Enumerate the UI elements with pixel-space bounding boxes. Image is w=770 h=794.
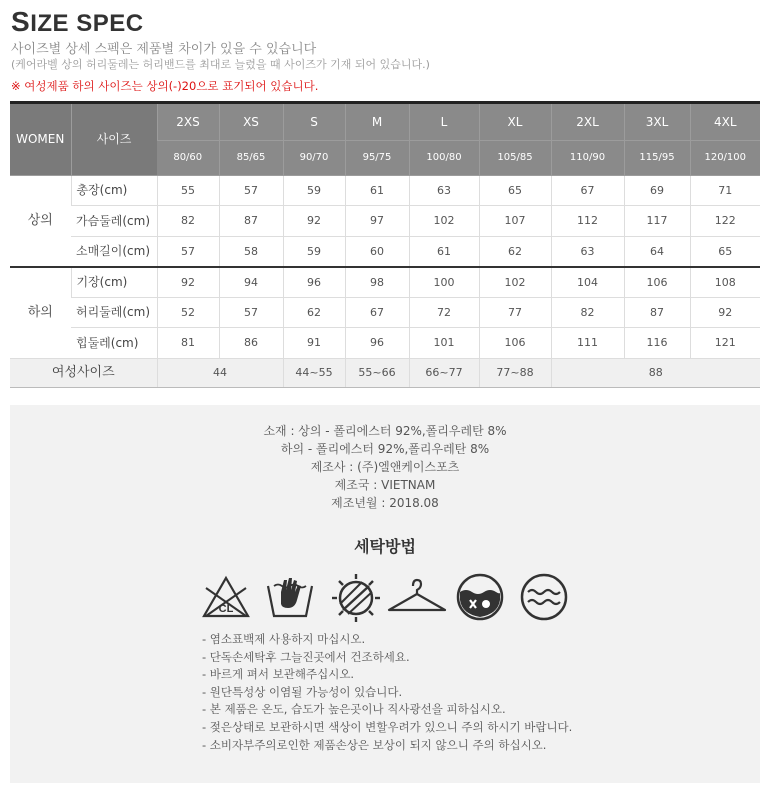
subtitle: 사이즈별 상세 스펙은 제품별 차이가 있을 수 있습니다 [11, 42, 317, 57]
value-cell: 71 [690, 175, 760, 206]
size-cell: 2XS [157, 104, 219, 140]
value-cell: 94 [219, 267, 283, 298]
value-cell: 59 [283, 175, 345, 206]
no-tumble-dry-icon [330, 572, 382, 622]
women-size-row [10, 358, 760, 387]
value-cell: 96 [345, 328, 409, 359]
list-item: - 젖은상태로 보관하시면 색상이 변할우려가 있으니 주의 하시기 바랍니다. [202, 719, 573, 734]
women-size-cell: 55~66 [345, 358, 409, 387]
value-cell: 92 [283, 206, 345, 237]
value-cell: 87 [624, 297, 690, 328]
numeric-size-cell: 110/90 [551, 140, 624, 175]
wet-clean-icon [454, 572, 506, 622]
value-cell: 121 [690, 328, 760, 359]
value-cell: 65 [479, 175, 551, 206]
no-bleach-icon [200, 572, 252, 622]
value-cell: 55 [157, 175, 219, 206]
wash-method-title: 세탁방법 [354, 537, 416, 556]
numeric-size-cell: 120/100 [690, 140, 760, 175]
table-row [10, 175, 760, 206]
value-cell: 60 [345, 236, 409, 267]
list-item: - 염소표백제 사용하지 마십시오. [202, 632, 366, 646]
size-cell: 2XL [551, 104, 624, 140]
numeric-size-cell: 105/85 [479, 140, 551, 175]
women-label: WOMEN [10, 104, 71, 175]
value-cell: 57 [157, 236, 219, 267]
size-cell: M [345, 104, 409, 140]
value-cell: 57 [219, 175, 283, 206]
value-cell: 65 [690, 236, 760, 267]
list-item: - 단독손세탁후 그늘진곳에서 건조하세요. [202, 649, 410, 664]
table-row [10, 328, 760, 359]
value-cell: 91 [283, 328, 345, 359]
row-label: 힙둘레(cm) [71, 328, 157, 359]
value-cell: 67 [345, 297, 409, 328]
value-cell: 111 [551, 328, 624, 359]
table-row [10, 267, 760, 298]
list-item: - 소비자부주의로인한 제품손상은 보상이 되지 않으니 주의 하십시오. [202, 737, 547, 752]
size-cell: 3XL [624, 104, 690, 140]
table-row [10, 236, 760, 267]
value-cell: 104 [551, 267, 624, 298]
hand-wash-icon [264, 572, 316, 622]
size-warning: ※ 여성제품 하의 사이즈는 상의(-)20으로 표기되어 있습니다. [11, 79, 319, 93]
women-size-cell: 66~77 [409, 358, 479, 387]
value-cell: 87 [219, 206, 283, 237]
value-cell: 67 [551, 175, 624, 206]
gentle-wash-icon [518, 572, 570, 622]
value-cell: 61 [345, 175, 409, 206]
value-cell: 59 [283, 236, 345, 267]
size-cell: XL [479, 104, 551, 140]
page-title: SIZE SPEC [11, 6, 144, 37]
hang-dry-icon [386, 572, 448, 622]
country-of-origin: 제조국 : VIETNAM [334, 478, 436, 492]
care-label-note: (케어라벨 상의 허리둘레는 허리밴드를 최대로 늘렸을 때 사이즈가 기재 되어 있습니다.) [11, 58, 430, 71]
value-cell: 81 [157, 328, 219, 359]
value-cell: 97 [345, 206, 409, 237]
bottom-group-label: 하의 [10, 267, 71, 359]
value-cell: 102 [409, 206, 479, 237]
list-item: - 바르게 펴서 보관해주십시오. [202, 667, 355, 682]
value-cell: 101 [409, 328, 479, 359]
women-size-cell: 77~88 [479, 358, 551, 387]
value-cell: 58 [219, 236, 283, 267]
row-label: 총장(cm) [71, 175, 157, 206]
table-row [10, 297, 760, 328]
row-label: 허리둘레(cm) [71, 297, 157, 328]
value-cell: 82 [157, 206, 219, 237]
row-label: 가슴둘레(cm) [71, 206, 157, 237]
value-cell: 102 [479, 267, 551, 298]
value-cell: 96 [283, 267, 345, 298]
row-label: 소매길이(cm) [71, 236, 157, 267]
value-cell: 57 [219, 297, 283, 328]
value-cell: 106 [479, 328, 551, 359]
value-cell: 112 [551, 206, 624, 237]
value-cell: 63 [409, 175, 479, 206]
svg-text:CL: CL [218, 603, 234, 615]
women-size-cell: 44 [157, 358, 283, 387]
numeric-size-cell: 90/70 [283, 140, 345, 175]
value-cell: 77 [479, 297, 551, 328]
size-cell: S [283, 104, 345, 140]
women-size-cell: 88 [551, 358, 760, 387]
numeric-size-cell: 85/65 [219, 140, 283, 175]
value-cell: 62 [479, 236, 551, 267]
top-group-label: 상의 [10, 175, 71, 267]
material-bottom: 하의 - 폴리에스터 92%,폴리우레탄 8% [280, 442, 490, 456]
manufacturer: 제조사 : (주)엘앤케이스포츠 [310, 460, 460, 474]
value-cell: 108 [690, 267, 760, 298]
value-cell: 62 [283, 297, 345, 328]
size-cell: XS [219, 104, 283, 140]
numeric-size-cell: 80/60 [157, 140, 219, 175]
women-size-cell: 44~55 [283, 358, 345, 387]
value-cell: 107 [479, 206, 551, 237]
value-cell: 61 [409, 236, 479, 267]
row-label: 기장(cm) [71, 267, 157, 298]
value-cell: 64 [624, 236, 690, 267]
manufacture-date: 제조년월 : 2018.08 [331, 496, 439, 510]
list-item: - 본 제품은 온도, 습도가 높은곳이나 직사광선을 피하십시오. [202, 702, 506, 717]
value-cell: 122 [690, 206, 760, 237]
wash-icons [200, 572, 570, 622]
list-item: - 원단특성상 이염될 가능성이 있습니다. [202, 684, 403, 699]
numeric-size-cell: 100/80 [409, 140, 479, 175]
value-cell: 100 [409, 267, 479, 298]
size-cell: 4XL [690, 104, 760, 140]
value-cell: 82 [551, 297, 624, 328]
value-cell: 106 [624, 267, 690, 298]
value-cell: 86 [219, 328, 283, 359]
value-cell: 116 [624, 328, 690, 359]
size-cell: L [409, 104, 479, 140]
value-cell: 72 [409, 297, 479, 328]
value-cell: 117 [624, 206, 690, 237]
numeric-size-cell: 115/95 [624, 140, 690, 175]
care-notes [202, 631, 572, 754]
material-top: 소재 : 상의 - 폴리에스터 92%,폴리우레탄 8% [263, 424, 507, 438]
size-label: 사이즈 [71, 104, 157, 175]
value-cell: 98 [345, 267, 409, 298]
value-cell: 92 [690, 297, 760, 328]
value-cell: 92 [157, 267, 219, 298]
size-header-row [10, 104, 760, 140]
value-cell: 52 [157, 297, 219, 328]
numeric-size-cell: 95/75 [345, 140, 409, 175]
table-row [10, 206, 760, 237]
women-size-label: 여성사이즈 [10, 358, 157, 387]
value-cell: 63 [551, 236, 624, 267]
size-spec-table [10, 104, 760, 388]
value-cell: 69 [624, 175, 690, 206]
